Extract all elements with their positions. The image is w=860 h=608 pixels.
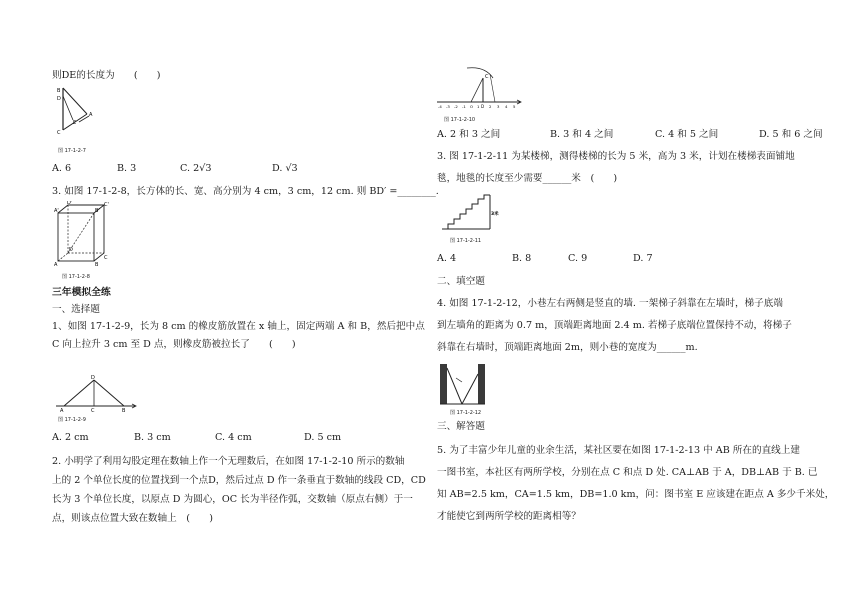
question-5-line: 知 AB=2.5 km，CA=1.5 km，DB=1.0 km，问：图书室 E 应该建在距点 A 多少千米处， [437, 489, 835, 500]
section-title: 三年模拟全练 [52, 287, 111, 298]
option-a: A. 2 和 3 之间 [437, 129, 501, 140]
figure-caption: 图 17-1-2-12 [450, 410, 482, 416]
axis-tick: 5 [513, 104, 516, 109]
option-c: C. 9 [568, 253, 588, 264]
option-d: D. 7 [633, 253, 653, 264]
option-b: B. 8 [512, 253, 532, 264]
fig8-label-c: C [104, 255, 108, 261]
question-3-line: 毯，地毯的长度至少需要______米 ( ) [437, 173, 618, 184]
option-c: C. 4 cm [215, 432, 252, 443]
option-a: A. 4 [437, 253, 457, 264]
fig7-label-d: D [57, 96, 61, 102]
figure-caption: 图 17-1-2-11 [450, 238, 482, 244]
subsection-answer: 三、解答题 [437, 421, 485, 432]
axis-tick: -1 [462, 104, 466, 109]
option-a: A. 6 [52, 163, 72, 174]
fig9-label-c: C [91, 408, 95, 412]
fig8-label-d: D [69, 247, 73, 253]
option-b: B. 3 [117, 163, 137, 174]
fig8-label-b: B [95, 262, 99, 267]
axis-tick: -2 [454, 104, 458, 109]
option-b: B. 3 和 4 之间 [550, 129, 614, 140]
fig11-label-height: 3米 [491, 212, 499, 217]
question-2-line: 上的 2 个单位长度的位置找到一个点D，然后过点 D 作一条垂直于数轴的线段 CD，CD [52, 475, 426, 486]
option-c: C. 4 和 5 之间 [655, 129, 719, 140]
question-2-line: 2. 小明学了利用勾股定理在数轴上作一个无理数后，在如图 17-1-2-10 所示的数轴 [52, 456, 405, 467]
option-b: B. 3 cm [134, 432, 171, 443]
figure-caption: 图 17-1-2-8 [62, 274, 90, 280]
figure-caption: 图 17-1-2-10 [444, 117, 476, 123]
question-2-line: 点，则该点位置大致在数轴上 ( ) [52, 513, 213, 524]
axis-tick: 1 [477, 104, 480, 109]
fig9-label-d: D [91, 375, 95, 381]
figure-caption: 图 17-1-2-7 [58, 148, 86, 154]
fig9-label-b: B [122, 408, 126, 412]
question-4-line: 4. 如图 17-1-2-12，小巷左右两侧是竖直的墙. 一架梯子斜靠在左墙时，梯子底端 [437, 298, 783, 309]
figure-17-1-2-9 [54, 374, 138, 416]
fig9-label-a: A [60, 408, 64, 412]
fig8-label-c-prime: C' [104, 202, 109, 208]
question-1-line: 1、如图 17-1-2-9，长为 8 cm 的橡皮筋放置在 x 轴上，固定两端 A 和 B，然后把中点 [52, 321, 425, 332]
question-5-line: 才能使它到两所学校的距离相等？ [437, 511, 581, 522]
option-c: C. 2√3 [180, 163, 212, 174]
axis-tick: 3 [497, 104, 500, 109]
fig10-label-d: D [481, 104, 485, 109]
fig10-label-c: C [485, 74, 489, 80]
figure-17-1-2-12 [438, 362, 488, 410]
figure-17-1-2-11 [440, 193, 500, 237]
fig8-label-a-prime: A' [54, 208, 59, 214]
fig8-label-a: A [54, 262, 58, 267]
option-d: D. 5 和 6 之间 [759, 129, 823, 140]
fig8-label-d-prime: D' [67, 201, 73, 206]
question-2-line: 长为 3 个单位长度，以原点 D 为圆心，OC 长为半径作弧，交数轴（原点右侧）于一 [52, 494, 413, 505]
question-3-cuboid: 3. 如图 17-1-2-8，长方体的长、宽、高分别为 4 cm，3 cm，12 cm. 则 BD′ =________. [52, 186, 439, 197]
axis-tick: -4 [438, 104, 442, 109]
axis-tick: -3 [446, 104, 450, 109]
question-5-line: 一图书室，本社区有两所学校，分别在点 C 和点 D 处. CA⊥AB 于 A，DB⊥AB 于 B. 已 [437, 467, 818, 478]
option-a: A. 2 cm [52, 432, 89, 443]
subsection-choice: 一、选择题 [52, 304, 100, 315]
question-1-line: C 向上拉升 3 cm 至 D 点，则橡皮筋被拉长了 ( ) [52, 339, 296, 350]
axis-tick: 4 [505, 104, 508, 109]
subsection-fill: 二、填空题 [437, 276, 485, 287]
axis-tick: O [470, 104, 473, 109]
question-3-line: 3. 图 17-1-2-11 为某楼梯，测得楼梯的长为 5 米，高为 3 米，计划在楼梯表面铺地 [437, 151, 795, 162]
question-4-line: 斜靠在右墙时，顶端距离地面 2m，则小巷的宽度为______m. [437, 342, 698, 353]
figure-caption: 图 17-1-2-9 [58, 417, 86, 423]
figure-17-1-2-10 [437, 64, 523, 118]
question-tail-de-length: 则DE的长度为 ( ) [52, 70, 161, 81]
axis-tick: 2 [489, 104, 492, 109]
question-5-line: 5. 为了丰富少年儿童的业余生活，某社区要在如图 17-1-2-13 中 AB 所在的直线上建 [437, 445, 800, 456]
option-d: D. √3 [272, 163, 298, 174]
figure-17-1-2-8 [54, 201, 110, 271]
fig8-label-b-prime: B' [95, 208, 100, 214]
fig7-label-a: A [89, 112, 93, 118]
fig7-label-b: B [57, 88, 61, 94]
figure-17-1-2-7 [55, 86, 115, 148]
fig7-label-c: C [57, 130, 61, 136]
question-4-line: 到左墙角的距离为 0.7 m，顶端距离地面 2.4 m. 若梯子底端位置保持不动，将梯子 [437, 320, 792, 331]
option-d: D. 5 cm [304, 432, 342, 443]
fig7-label-e: E [73, 120, 77, 126]
